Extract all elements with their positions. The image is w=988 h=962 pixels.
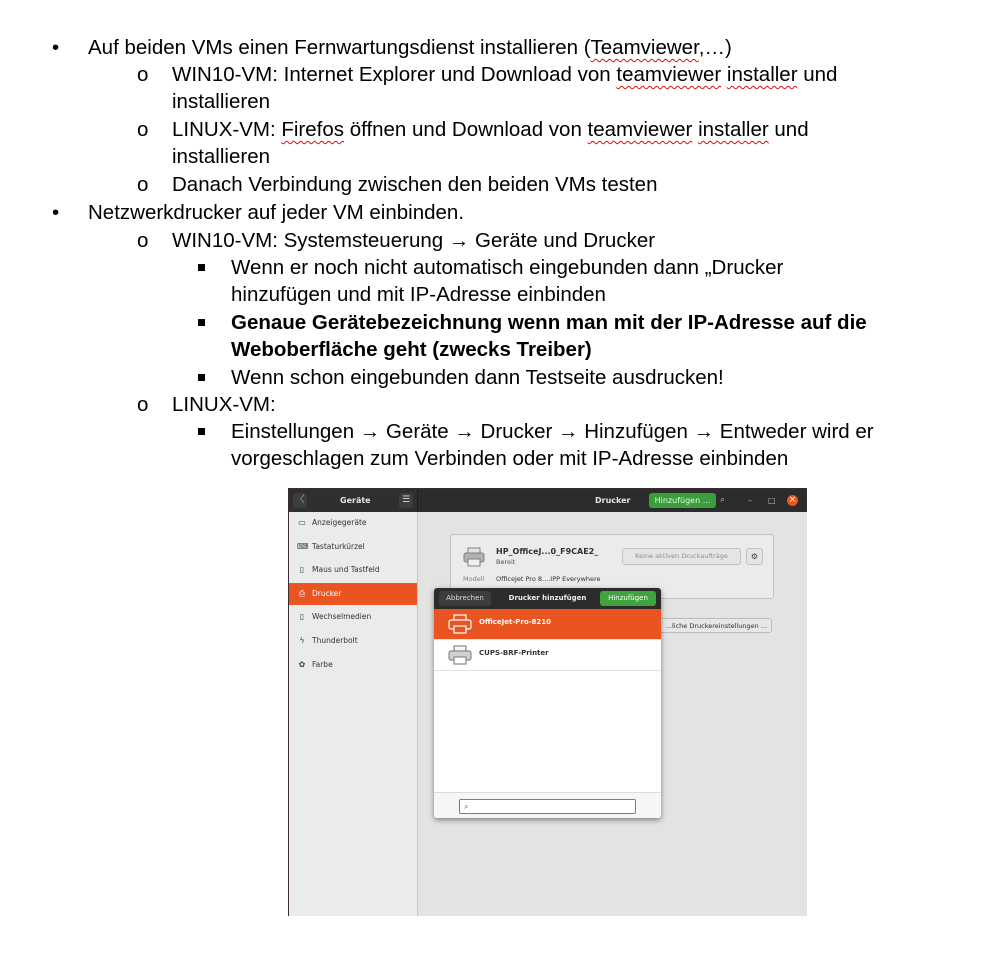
additional-printer-settings-button[interactable]: ...liche Druckereinstellungen ...	[658, 618, 772, 633]
cancel-button[interactable]: Abbrechen	[439, 591, 491, 606]
document-line	[231, 309, 867, 336]
printer-search-input[interactable]	[459, 799, 636, 814]
document-line	[231, 364, 724, 391]
misspelled-word: teamviewer	[587, 118, 693, 141]
document-line	[88, 34, 732, 61]
list-bullet: •	[52, 36, 60, 59]
printer-icon: ⎙	[298, 589, 306, 598]
printer-list-item[interactable]	[434, 640, 661, 671]
sidebar-item-label: Tastaturkürzel	[312, 542, 365, 551]
text-segment: und	[768, 118, 809, 141]
printer-icon	[448, 645, 472, 665]
back-button[interactable]	[293, 493, 307, 508]
text-segment: Einstellungen → Geräte → Drucker → Hinzufügen → Entweder wird er	[231, 420, 874, 443]
add-printer-dialog	[434, 588, 661, 818]
maximize-icon[interactable]: □	[768, 496, 776, 505]
model-value: OfficeJet Pro 8....IPP Everywhere	[496, 575, 601, 583]
text-segment: öffnen und Download von	[344, 118, 588, 141]
misspelled-word: teamviewer	[616, 63, 722, 86]
list-bullet: o	[137, 173, 149, 196]
gear-icon: ⚙	[750, 552, 759, 561]
misspelled-word: Firefos	[281, 118, 345, 141]
list-bullet: o	[137, 118, 149, 141]
printer-list-item-name: OfficeJet-Pro-8210	[479, 618, 552, 626]
square-bullet-icon	[198, 319, 205, 326]
text-segment: installieren	[172, 145, 270, 168]
list-bullet: o	[137, 229, 149, 252]
list-bullet	[198, 309, 205, 336]
document-line	[231, 418, 874, 445]
document-line	[231, 281, 606, 308]
text-segment: ,…)	[698, 36, 732, 59]
text-segment: WIN10-VM: Internet Explorer und Download von	[172, 63, 617, 86]
dialog-add-button[interactable]: Hinzufügen	[600, 591, 656, 606]
search-icon[interactable]: ⌕	[720, 495, 726, 505]
document-line	[172, 227, 655, 254]
text-segment: Danach Verbindung zwischen den beiden VMs testen	[172, 173, 658, 196]
square-bullet-icon	[198, 428, 205, 435]
page-title: Drucker	[595, 496, 631, 505]
text-segment: Netzwerkdrucker auf jeder VM einbinden.	[88, 201, 465, 224]
sidebar-item-label: Drucker	[312, 589, 342, 598]
document-line	[172, 171, 657, 198]
list-bullet	[198, 364, 205, 391]
list-bullet	[198, 254, 205, 281]
sidebar-item-label: Thunderbolt	[312, 636, 358, 645]
sidebar-item-anzeigegeräte[interactable]	[289, 512, 417, 534]
jobs-button[interactable]: Keine aktiven Druckaufträge	[622, 548, 741, 565]
printer-icon	[448, 614, 472, 634]
document-line	[172, 61, 837, 88]
close-icon[interactable]: ×	[788, 495, 797, 505]
sidebar-item-label: Anzeigegeräte	[312, 518, 367, 527]
document-line	[172, 88, 270, 115]
sidebar-item-drucker[interactable]	[289, 583, 417, 605]
document-line	[88, 199, 464, 226]
sidebar	[289, 512, 418, 916]
list-bullet: o	[137, 63, 149, 86]
sidebar-item-farbe[interactable]	[289, 654, 417, 676]
text-segment: hinzufügen und mit IP-Adresse einbinden	[231, 283, 606, 306]
printer-list-item[interactable]	[434, 609, 661, 640]
dialog-header	[434, 588, 661, 609]
back-icon: 〈	[295, 495, 305, 505]
hamburger-menu-icon: ☰	[401, 495, 411, 505]
settings-screenshot	[288, 488, 807, 916]
document-line	[231, 254, 783, 281]
sidebar-item-maus-und-tastfeld[interactable]	[289, 559, 417, 581]
sidebar-item-label: Farbe	[312, 660, 333, 669]
removable-media-icon: ▯	[299, 612, 305, 621]
mouse-icon: ▯	[299, 565, 305, 574]
menu-button[interactable]	[399, 493, 413, 508]
printer-state: Bereit	[496, 558, 516, 566]
monitor-icon: ▭	[298, 518, 306, 527]
text-segment: Wenn schon eingebunden dann Testseite ausdrucken!	[231, 366, 724, 389]
text-segment: LINUX-VM:	[172, 118, 282, 141]
document-line	[172, 391, 276, 418]
document-line	[172, 143, 270, 170]
text-segment: vorgeschlagen zum Verbinden oder mit IP-Adresse einbinden	[231, 447, 789, 470]
title-bar	[289, 489, 806, 512]
sidebar-item-thunderbolt[interactable]	[289, 630, 417, 652]
text-segment: installieren	[172, 90, 270, 113]
search-icon: ⌕	[464, 802, 469, 811]
sidebar-item-label: Maus und Tastfeld	[312, 565, 380, 574]
dialog-footer	[434, 792, 661, 818]
minimize-icon[interactable]: –	[748, 496, 752, 505]
keyboard-icon: ⌨	[297, 542, 309, 551]
text-segment: und	[797, 63, 838, 86]
document-line	[231, 336, 592, 363]
text-segment: WIN10-VM: Systemsteuerung → Geräte und Drucker	[172, 229, 656, 252]
misspelled-word: installer	[698, 118, 769, 141]
misspelled-word: installer	[726, 63, 798, 86]
sidebar-item-wechselmedien[interactable]	[289, 606, 417, 628]
list-bullet	[198, 418, 205, 445]
text-segment: Genaue Gerätebezeichnung wenn man mit der IP-Adresse auf die	[231, 311, 867, 334]
text-segment: Weboberfläche geht (zwecks Treiber)	[231, 338, 592, 361]
square-bullet-icon	[198, 374, 205, 381]
document-line	[172, 116, 809, 143]
section-title: Geräte	[340, 496, 371, 505]
color-icon: ✿	[298, 660, 306, 669]
add-printer-button[interactable]: Hinzufügen ...	[649, 493, 716, 508]
dialog-title: Drucker hinzufügen	[508, 594, 587, 602]
list-bullet: o	[137, 393, 149, 416]
square-bullet-icon	[198, 264, 205, 271]
text-segment: Auf beiden VMs einen Fernwartungsdienst installieren (	[88, 36, 591, 59]
document-line	[231, 445, 788, 472]
sidebar-item-tastaturkürzel[interactable]	[289, 536, 417, 558]
text-segment: Wenn er noch nicht automatisch eingebunden dann „Drucker	[231, 256, 784, 279]
list-bullet: •	[52, 201, 60, 224]
thunderbolt-icon: ϟ	[299, 636, 305, 645]
title-bar-left	[289, 489, 418, 512]
misspelled-word: Teamviewer	[590, 36, 699, 59]
printer-name: HP_OfficeJ...0_F9CAE2_	[496, 547, 599, 556]
printer-list-item-name: CUPS-BRF-Printer	[479, 649, 549, 657]
sidebar-item-label: Wechselmedien	[312, 612, 372, 621]
text-segment: LINUX-VM:	[172, 393, 276, 416]
model-label: Modell	[463, 575, 485, 583]
